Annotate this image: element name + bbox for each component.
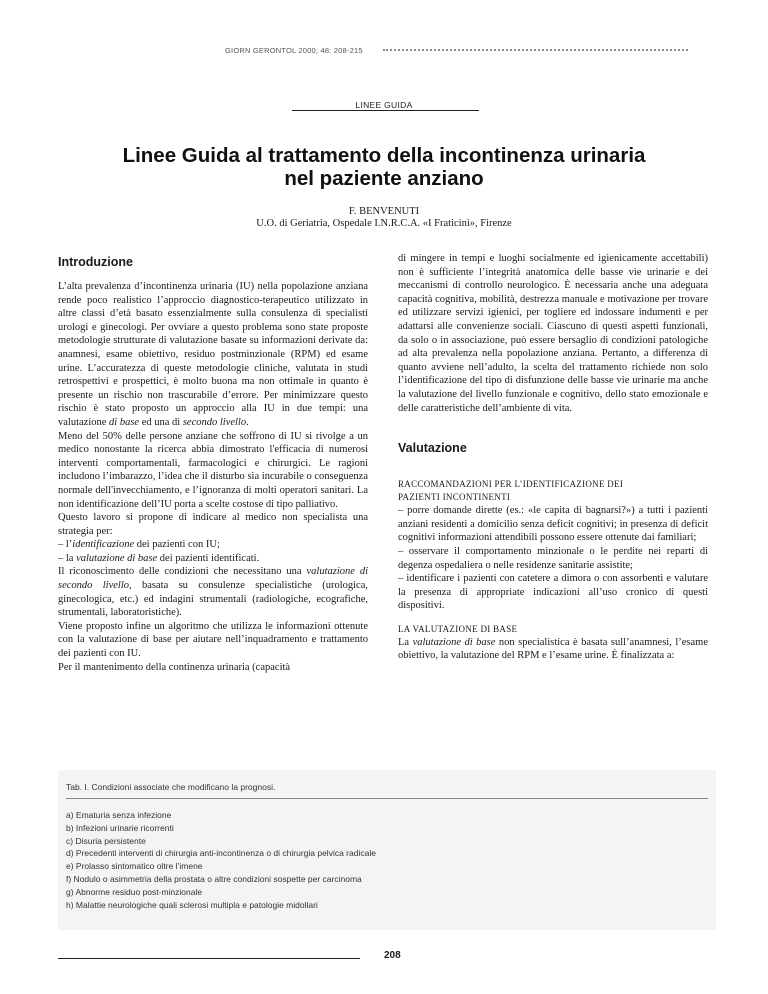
subheading-line-2: PAZIENTI INCONTINENTI	[398, 492, 511, 503]
left-column	[58, 252, 368, 674]
intro-heading: Introduzione	[58, 255, 133, 269]
intro-paragraph-2: Meno del 50% delle persone anziane che soffrono di IU si rivolge a un medico nonostante la ricerca abbia dimostrato l'efficacia di numerosi interventi comportamentali, farmacologici e chirurgici. Le ragioni includono l’imbarazzo, l’idea che il disturbo sia incurabile o conseguenza normale dell'invecchiamento, e l’ignoranza di molti operatori sanitari. La non identificazione dell’IU porta a scelte costose di tipo palliativo.	[58, 430, 368, 510]
intro-paragraph-6: Per il mantenimento della continenza urinaria (capacità	[58, 661, 291, 673]
table-row: a) Ematuria senza infezione	[66, 810, 172, 820]
title-line-2: nel paziente anziano	[284, 167, 484, 190]
intro-paragraph-3: Questo lavoro si propone di indicare al medico non specialista una strategia per:	[58, 512, 368, 537]
section-rule	[292, 110, 479, 111]
page-number: 208	[384, 950, 401, 961]
recommendation-3: – identificare i pazienti con catetere a dimora o con assorbenti e valutare la presenza di appropriate indicazioni all’uso cronico di questi dispositivi.	[398, 573, 708, 612]
intro-paragraph-4: Il riconoscimento delle condizioni che necessitano una valutazione di secondo livello, basata su consulenze specialistiche (urologica, ginecologica, etc.) ed indagini strumentali (radiologiche, ecografiche, strumentali, laboratoristiche).	[58, 566, 369, 619]
title-line-1: Linee Guida al trattamento della incontinenza urinaria	[122, 144, 646, 167]
intro-paragraph-1: L’alta prevalenza d’incontinenza urinaria (IU) nella popolazione anziana rende poco realistico l’approccio diagnostico-terapeutico utilizzato in altre classi d’età basato essenzialmente sulla consulenza di specialisti urologi e ginecologi. Per ovviare a questo problema sono state proposte metodologie strutturate di valutazione basate su informazioni derivate da: anamnesi, esame obiettivo, residuo postminzionale (RPM) ed esame urine. L’accuratezza di queste metodologie cliniche, valutata in studi retrospettivi e prospettici, è molto buona ma non ottimale in quanto è presente un rischio non trascurabile d’errore. Per minimizzare questo rischio è stato proposto un approccio alla IU in due tempi: una valutazione di base ed una di secondo livello.	[58, 281, 368, 428]
strategy-item-1: – l’identificazione dei pazienti con IU;	[58, 539, 220, 551]
affiliation: U.O. di Geriatria, Ospedale I.N.R.C.A. «I Fraticini», Firenze	[256, 218, 512, 229]
table-row: f) Nodulo o asimmetria della prostata o altre condizioni sospette per carcinoma	[66, 873, 362, 884]
valutazione-heading: Valutazione	[398, 441, 467, 456]
table-row: c) Disuria persistente	[66, 835, 146, 846]
table-box	[58, 770, 716, 930]
table-row: d) Precedenti interventi di chirurgia anti-incontinenza o di chirurgia pelvica radicale	[66, 848, 376, 859]
table-row: h) Malattie neurologiche quali sclerosi multipla e patologie midollari	[66, 899, 318, 910]
dotted-rule	[383, 49, 688, 51]
table-list	[66, 809, 706, 911]
strategy-item-2: – la valutazione di base dei pazienti identificati.	[58, 552, 260, 564]
intro-paragraph-5: Viene proposto infine un algoritmo che utilizza le informazioni ottenute con la valutazione di base per aiutare nell’inquadramento e trattamento dei pazienti con IU.	[58, 620, 368, 660]
journal-citation: GIORN GERONTOL 2000; 48: 208-215	[225, 46, 363, 55]
article-title	[40, 144, 728, 190]
subheading-valutazione-base: LA VALUTAZIONE DI BASE	[398, 623, 518, 634]
footer-rule	[58, 958, 360, 959]
table-caption: Tab. I. Condizioni associate che modificano la prognosi.	[66, 782, 276, 792]
right-column	[398, 252, 708, 663]
right-paragraph-last: La valutazione di base non specialistica è basata sull’anamnesi, l’esame obiettivo, la valutazione del RPM e l’esame urine. È finalizzata a:	[398, 636, 708, 662]
section-label: LINEE GUIDA	[355, 100, 413, 110]
subheading-line-1: RACCOMANDAZIONI PER L’IDENTIFICAZIONE DEI	[398, 479, 624, 490]
recommendation-1: – porre domande dirette (es.: «le capita di bagnarsi?») a tutti i pazienti anziani residenti a domicilio senza deficit cognitivi; in presenza di deficit cognitivi informazioni attendibili possono essere ottenute dai familiari;	[398, 505, 708, 544]
author: F. BENVENUTI	[348, 206, 420, 217]
table-row: g) Abnorme residuo post-minzionale	[66, 886, 203, 897]
table-rule	[66, 798, 708, 799]
recommendation-2: – osservare il comportamento minzionale o le perdite nei reparti di degenza ospedaliera o nelle residenze sanitarie assistite;	[398, 545, 708, 571]
right-paragraph-1: di mingere in tempi e luoghi socialmente ed igienicamente accettabili) non è sufficiente l’integrità anatomica delle basse vie urinarie e dei meccanismi di controllo neurologico. È necessaria anche una adeguata capacità cognitiva, mobilità, destrezza manuale e motivazione per trovare ed utilizzare servizi igienici, per togliere ed indossare indumenti e per adattarsi alle convenienze sociali. Ciascuno di questi aspetti funzionali, da solo o in associazione, può essere bersaglio di condizioni patologiche ad alta prevalenza nella popolazione anziana. Pertanto, a differenza di quanto avviene nell’adulto, la scelta del trattamento richiede non solo l’identificazione del tipo di disfunzione delle basse vie urinarie ma anche la valutazione del livello funzionale e cognitivo, dello stato emozionale e delle caratteristiche dell’ambiente di vita.	[398, 253, 708, 414]
table-row: e) Prolasso sintomatico oltre l’imene	[66, 861, 203, 872]
subheading-raccomandazioni	[398, 478, 708, 504]
table-row: b) Infezioni urinarie ricorrenti	[66, 822, 174, 833]
